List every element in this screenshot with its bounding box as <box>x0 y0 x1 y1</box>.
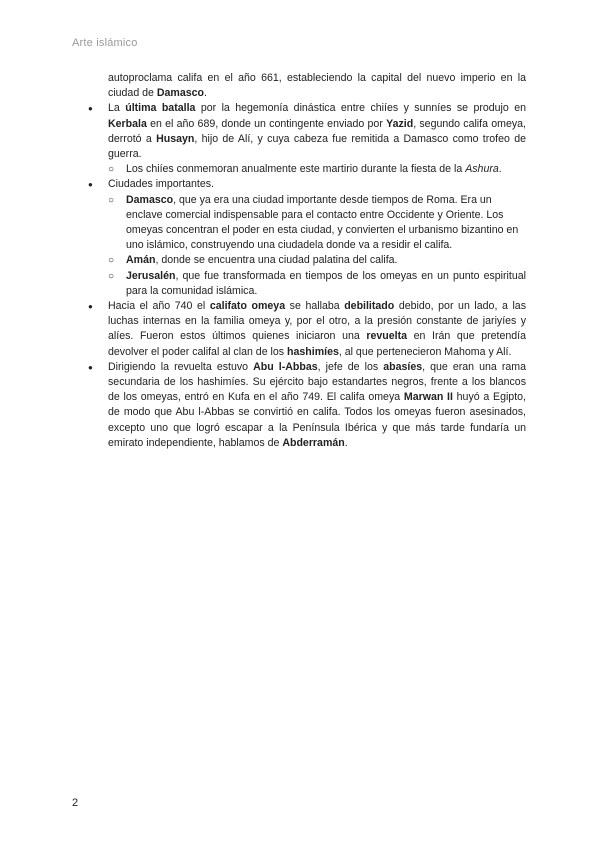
main-bullet-list-2 <box>88 177 526 192</box>
sub-bullet-list <box>88 162 526 177</box>
list-item-jerusalen: ○ Jerusalén, que fue transformada en tiempos de los omeyas en un punto espiritual para la comunidad islámica. <box>108 269 526 299</box>
sub-bullet-list-ciudades <box>88 193 526 299</box>
list-item-ciudades: ● Ciudades importantes. <box>88 177 526 192</box>
list-item-abu-l-abbas: ● Dirigiendo la revuelta estuvo Abu l-Abbas, jefe de los abasíes, que eran una rama secundaria de los hashimíes. Su ejército bajo estandartes negros, frente a los blancos de los omeyas, entró en Kufa en el año 749. El califa omeya Marwan II huyó a Egipto, de modo que Abu l-Abbas se convirtió en califa. Todos los omeyas fueron asesinados, excepto uno que logró escapar a la Península Ibérica y que más tarde fundaría un emirato independiente, hablamos de Abderramán. <box>88 360 526 451</box>
page-number: 2 <box>72 797 79 809</box>
list-item-ashura: ○ Los chiíes conmemoran anualmente este martirio durante la fiesta de la Ashura. <box>108 162 526 177</box>
running-header: Arte islámico <box>72 37 138 49</box>
document-body <box>88 71 526 451</box>
list-item-ultima-batalla: ● La última batalla por la hegemonía dinástica entre chiíes y sunníes se produjo en Kerbala en el año 689, donde un contingente enviado por Yazid, segundo califa omeya, derrotó a Husayn, hijo de Alí, y cuya cabeza fue remitida a Damasco como trofeo de guerra. <box>88 101 526 162</box>
intro-paragraph: autoproclama califa en el año 661, estableciendo la capital del nuevo imperio en la ciudad de Damasco. <box>108 72 526 100</box>
list-item-aman: ○ Amán, donde se encuentra una ciudad palatina del califa. <box>108 253 526 268</box>
main-bullet-list-3 <box>88 299 526 451</box>
list-item-califato-debilitado: ● Hacia el año 740 el califato omeya se hallaba debilitado debido, por un lado, a las luchas internas en la familia omeya y, por el otro, a la presión constante de jariyíes y alíes. Fueron estos últimos quienes iniciaron una revuelta en Irán que pretendía devolver el poder califal al clan de los hashimíes, al que pertenecieron Mahoma y Alí. <box>88 299 526 360</box>
list-item-damasco: ○ Damasco, que ya era una ciudad importante desde tiempos de Roma. Era un enclave comercial indispensable para el contacto entre Occidente y Oriente. Los omeyas concentran el poder en esta ciudad, y convierten el urbanismo bizantino en uno islámico, construyendo una ciudadela donde va a residir el califa. <box>108 193 526 254</box>
main-bullet-list <box>88 101 526 162</box>
